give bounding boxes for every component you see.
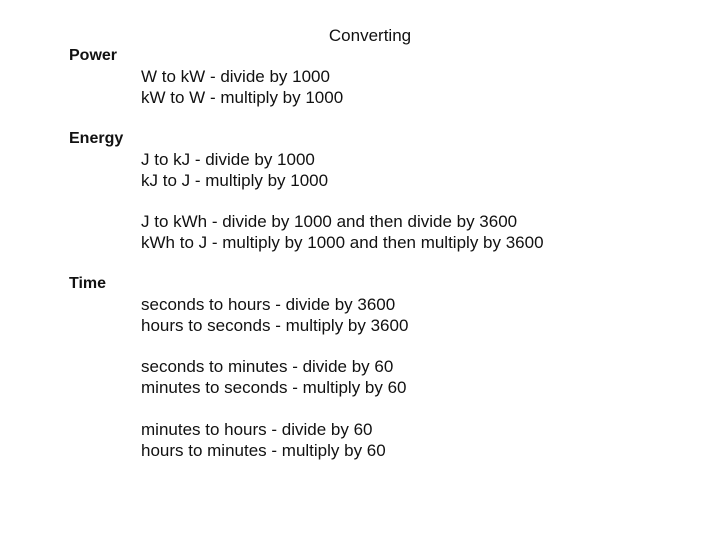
conversion-line: minutes to seconds - multiply by 60 xyxy=(141,378,407,397)
conversion-line: minutes to hours - divide by 60 xyxy=(141,420,373,439)
conversion-line: W to kW - divide by 1000 xyxy=(141,67,330,86)
conversion-line: J to kWh - divide by 1000 and then divide by 3600 xyxy=(141,212,518,231)
conversion-line: J to kJ - divide by 1000 xyxy=(141,150,315,169)
conversion-line: hours to seconds - multiply by 3600 xyxy=(141,316,409,335)
conversion-line: kJ to J - multiply by 1000 xyxy=(141,171,329,190)
conversion-line: hours to minutes - multiply by 60 xyxy=(141,441,386,460)
conversion-line: kW to W - multiply by 1000 xyxy=(141,88,344,107)
conversion-line: seconds to minutes - divide by 60 xyxy=(141,357,394,376)
page-title: Converting xyxy=(328,26,412,45)
conversion-line: kWh to J - multiply by 1000 and then multiply by 3600 xyxy=(141,233,544,252)
section-heading-energy: Energy xyxy=(69,130,124,147)
section-heading-time: Time xyxy=(69,275,107,292)
conversion-line: seconds to hours - divide by 3600 xyxy=(141,295,396,314)
section-heading-power: Power xyxy=(69,47,118,64)
